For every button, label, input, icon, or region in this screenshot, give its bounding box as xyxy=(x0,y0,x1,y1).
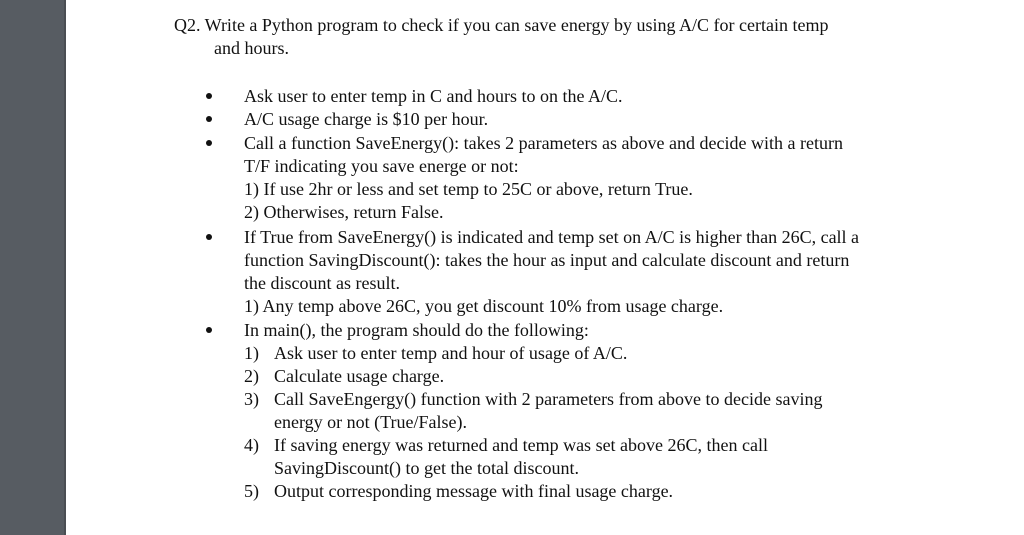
bullet-dot xyxy=(206,116,212,122)
step-4-number: 4) xyxy=(244,435,259,455)
step-1-number: 1) xyxy=(244,343,259,363)
step-5-number: 5) xyxy=(244,481,259,501)
bullet-1-line-1: Ask user to enter temp in C and hours to on the A/C. xyxy=(244,86,623,106)
step-5-line-1: Output corresponding message with final usage charge. xyxy=(274,481,674,501)
step-3-number: 3) xyxy=(244,389,259,409)
bullet-dot xyxy=(206,234,212,240)
step-3-line-2: energy or not (True/False). xyxy=(274,412,467,432)
bullet-5-line-1: In main(), the program should do the following: xyxy=(244,320,589,340)
question-line-1: Q2. Write a Python program to check if you can save energy by using A/C for certain temp xyxy=(174,15,829,35)
bullet-3-line-1: Call a function SaveEnergy(): takes 2 parameters as above and decide with a return xyxy=(244,133,843,153)
bullet-4-line-4: 1) Any temp above 26C, you get discount 10% from usage charge. xyxy=(244,296,724,316)
question-line-2: and hours. xyxy=(214,38,289,58)
step-4-line-1: If saving energy was returned and temp was set above 26C, then call xyxy=(274,435,769,455)
bullet-3-line-3: 1) If use 2hr or less and set temp to 25C or above, return True. xyxy=(244,179,693,199)
step-4-line-2: SavingDiscount() to get the total discount. xyxy=(274,458,579,478)
bullet-4-line-1: If True from SaveEnergy() is indicated and temp set on A/C is higher than 26C, call a xyxy=(244,227,860,247)
bullet-3-line-4: 2) Otherwises, return False. xyxy=(244,202,444,222)
bullet-3-line-2: T/F indicating you save energe or not: xyxy=(244,156,519,176)
bullet-dot xyxy=(206,327,212,333)
bullet-4-line-3: the discount as result. xyxy=(244,273,400,293)
step-2-line-1: Calculate usage charge. xyxy=(274,366,445,386)
bullet-2-line-1: A/C usage charge is $10 per hour. xyxy=(244,109,489,129)
step-1-line-1: Ask user to enter temp and hour of usage of A/C. xyxy=(274,343,628,363)
bullet-dot xyxy=(206,93,212,99)
bullet-dot xyxy=(206,140,212,146)
bullet-4-line-2: function SavingDiscount(): takes the hour as input and calculate discount and return xyxy=(244,250,850,270)
step-3-line-1: Call SaveEngergy() function with 2 parameters from above to decide saving xyxy=(274,389,823,409)
document-page xyxy=(66,0,1024,535)
left-sidebar-strip xyxy=(0,0,66,535)
step-2-number: 2) xyxy=(244,366,259,386)
